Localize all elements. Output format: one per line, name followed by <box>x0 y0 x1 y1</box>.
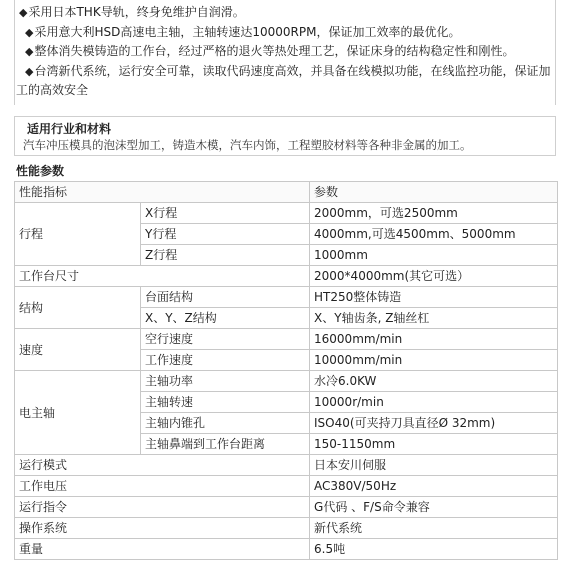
spec-item: 主轴鼻端到工作台距离 <box>141 434 310 455</box>
table-row <box>15 497 558 518</box>
diamond-bullet-icon: ◆ <box>25 26 34 39</box>
feature-item <box>15 80 88 101</box>
feature-item <box>25 22 460 43</box>
spec-item: 工作速度 <box>141 350 310 371</box>
industry-text: 汽车冲压模具的泡沫型加工，铸造木模，汽车内饰，工程塑胶材料等各种非金属的加工。 <box>23 138 472 152</box>
spec-group-name: 速度 <box>15 329 141 371</box>
table-row <box>15 371 558 392</box>
spec-value: 150-1150mm <box>310 434 558 455</box>
spec-value: 4000mm,可选4500mm、5000mm <box>310 224 558 245</box>
spec-group-name: 行程 <box>15 203 141 266</box>
spec-value: ISO40(可夹持刀具直径Ø 32mm) <box>310 413 558 434</box>
table-row <box>15 329 558 350</box>
spec-value: AC380V/50Hz <box>310 476 558 497</box>
spec-group-name: 电主轴 <box>15 371 141 455</box>
diamond-bullet-icon: ◆ <box>19 6 28 19</box>
table-row <box>15 455 558 476</box>
table-row <box>15 287 558 308</box>
spec-item: 台面结构 <box>141 287 310 308</box>
spec-value: 1000mm <box>310 245 558 266</box>
spec-table <box>14 181 558 560</box>
spec-item: X行程 <box>141 203 310 224</box>
feature-item <box>19 2 245 23</box>
table-row <box>15 476 558 497</box>
spec-value: G代码 、F/S命令兼容 <box>310 497 558 518</box>
spec-value: 2000mm，可选2500mm <box>310 203 558 224</box>
spec-item: Y行程 <box>141 224 310 245</box>
spec-value: 日本安川伺服 <box>310 455 558 476</box>
feature-item <box>25 41 514 62</box>
feature-text: 台湾新代系统，运行安全可靠，读取代码速度高效，并具备在线模拟功能，在线监控功能，保证加 <box>34 64 551 78</box>
industry-box <box>14 116 556 156</box>
spec-group-name: 操作系统 <box>15 518 310 539</box>
feature-text: 采用意大利HSD高速电主轴，主轴转速达10000RPM，保证加工效率的最优化。 <box>34 25 461 39</box>
feature-list <box>14 0 556 105</box>
diamond-bullet-icon: ◆ <box>25 65 34 78</box>
spec-group-name: 运行模式 <box>15 455 310 476</box>
spec-value: 2000*4000mm(其它可选） <box>310 266 558 287</box>
spec-group-name: 运行指令 <box>15 497 310 518</box>
feature-text: 采用日本THK导轨，终身免维护自润滑。 <box>28 5 245 19</box>
feature-text: 整体消失模铸造的工作台，经过严格的退火等热处理工艺，保证床身的结构稳定性和刚性。 <box>34 44 515 58</box>
spec-value: X、Y轴齿条, Z轴丝杠 <box>310 308 558 329</box>
spec-value: 10000mm/min <box>310 350 558 371</box>
table-row <box>15 182 558 203</box>
spec-item: Z行程 <box>141 245 310 266</box>
spec-group-name: 重量 <box>15 539 310 560</box>
spec-item: 空行速度 <box>141 329 310 350</box>
feature-item <box>25 61 550 82</box>
industry-title: 适用行业和材料 <box>27 122 112 136</box>
spec-item: X、Y、Z结构 <box>141 308 310 329</box>
spec-value: 10000r/min <box>310 392 558 413</box>
spec-item: 主轴内锥孔 <box>141 413 310 434</box>
spec-item: 主轴功率 <box>141 371 310 392</box>
spec-group-name: 结构 <box>15 287 141 329</box>
spec-group-name: 工作电压 <box>15 476 310 497</box>
spec-value: 水冷6.0KW <box>310 371 558 392</box>
spec-value: 新代系统 <box>310 518 558 539</box>
feature-text: 工的高效安全 <box>16 83 89 97</box>
spec-group-name: 工作台尺寸 <box>15 266 310 287</box>
table-row <box>15 518 558 539</box>
table-row <box>15 266 558 287</box>
table-row <box>15 539 558 560</box>
spec-section-title: 性能参数 <box>16 164 65 178</box>
spec-value: 6.5吨 <box>310 539 558 560</box>
diamond-bullet-icon: ◆ <box>25 45 34 58</box>
spec-header-value: 参数 <box>310 182 558 203</box>
spec-value: 16000mm/min <box>310 329 558 350</box>
table-row <box>15 203 558 224</box>
spec-value: HT250整体铸造 <box>310 287 558 308</box>
spec-item: 主轴转速 <box>141 392 310 413</box>
spec-header-name: 性能指标 <box>15 182 310 203</box>
